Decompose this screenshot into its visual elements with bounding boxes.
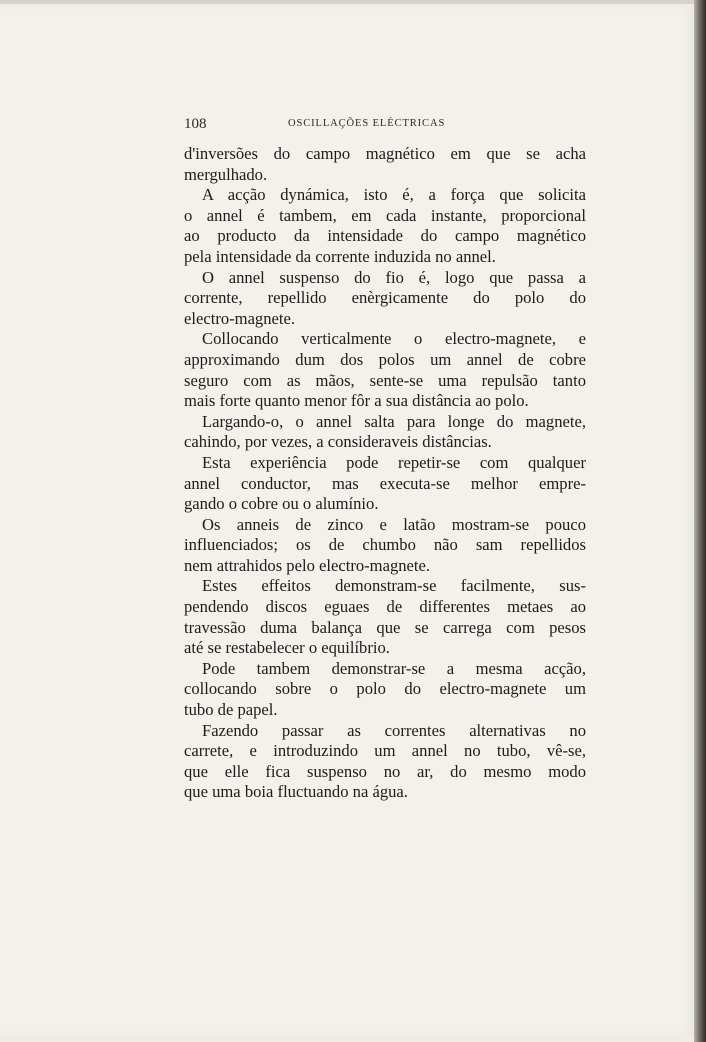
text-line: O annel suspenso do fio é, logo que passa a	[202, 267, 586, 287]
text-line: pendendo discos eguaes de differentes metaes ao	[184, 597, 586, 617]
text-line: Estes effeitos demonstram-se facilmente, sus-	[202, 576, 586, 596]
text-line: Pode tambem demonstrar-se a mesma acção,	[202, 658, 586, 678]
text-line: d'inversões do campo magnético em que se acha	[184, 144, 586, 163]
text-line: mergulhado.	[184, 164, 268, 184]
text-line: influenciados; os de chumbo não sam repellidos	[184, 535, 586, 555]
text-line: travessão duma balança que se carrega com pesos	[184, 617, 586, 637]
page-header	[184, 116, 586, 132]
text-line: Os anneis de zinco e latão mostram-se pouco	[202, 514, 586, 534]
text-line: corrente, repellido enèrgicamente do polo do	[184, 288, 586, 308]
text-line: o annel é tambem, em cada instante, proporcional	[184, 205, 586, 225]
text-line: A acção dynámica, isto é, a força que solicita	[202, 185, 586, 205]
text-line: Largando-o, o annel salta para longe do magnete,	[202, 411, 586, 431]
text-line: carrete, e introduzindo um annel no tubo, vê-se,	[184, 741, 586, 761]
text-line: mais forte quanto menor fôr a sua distância ao polo.	[184, 391, 529, 411]
page-number: 108	[184, 116, 207, 132]
text-line: tubo de papel.	[184, 700, 278, 720]
text-line: que elle fica suspenso no ar, do mesmo modo	[184, 761, 586, 781]
text-line: que uma boia fluctuando na água.	[184, 782, 408, 802]
text-line: até se restabelecer o equilíbrio.	[184, 638, 390, 658]
text-line: pela intensidade da corrente induzida no annel.	[184, 246, 496, 266]
text-line: approximando dum dos polos um annel de cobre	[184, 349, 586, 369]
text-line: collocando sobre o polo do electro-magnete um	[184, 679, 586, 699]
running-head: OSCILLAÇÕES ELÉCTRICAS	[288, 118, 446, 129]
text-line: gando o cobre ou o alumínio.	[184, 494, 379, 514]
book-page	[0, 4, 695, 1036]
text-line: ao producto da intensidade do campo magnético	[184, 226, 586, 246]
text-line: electro-magnete.	[184, 308, 296, 328]
text-line: Fazendo passar as correntes alternativas no	[202, 720, 586, 740]
text-line: seguro com as mãos, sente-se uma repulsão tanto	[184, 370, 586, 390]
body-text	[184, 144, 586, 803]
book-binding-edge	[694, 0, 706, 1042]
text-line: Esta experiência pode repetir-se com qualquer	[202, 452, 586, 472]
text-line: cahindo, por vezes, a consideraveis distâncias.	[184, 432, 492, 452]
text-line: nem attrahidos pelo electro-magnete.	[184, 555, 431, 575]
text-line: annel conductor, mas executa-se melhor empre-	[184, 473, 586, 493]
text-line: Collocando verticalmente o electro-magnete, e	[202, 329, 586, 349]
